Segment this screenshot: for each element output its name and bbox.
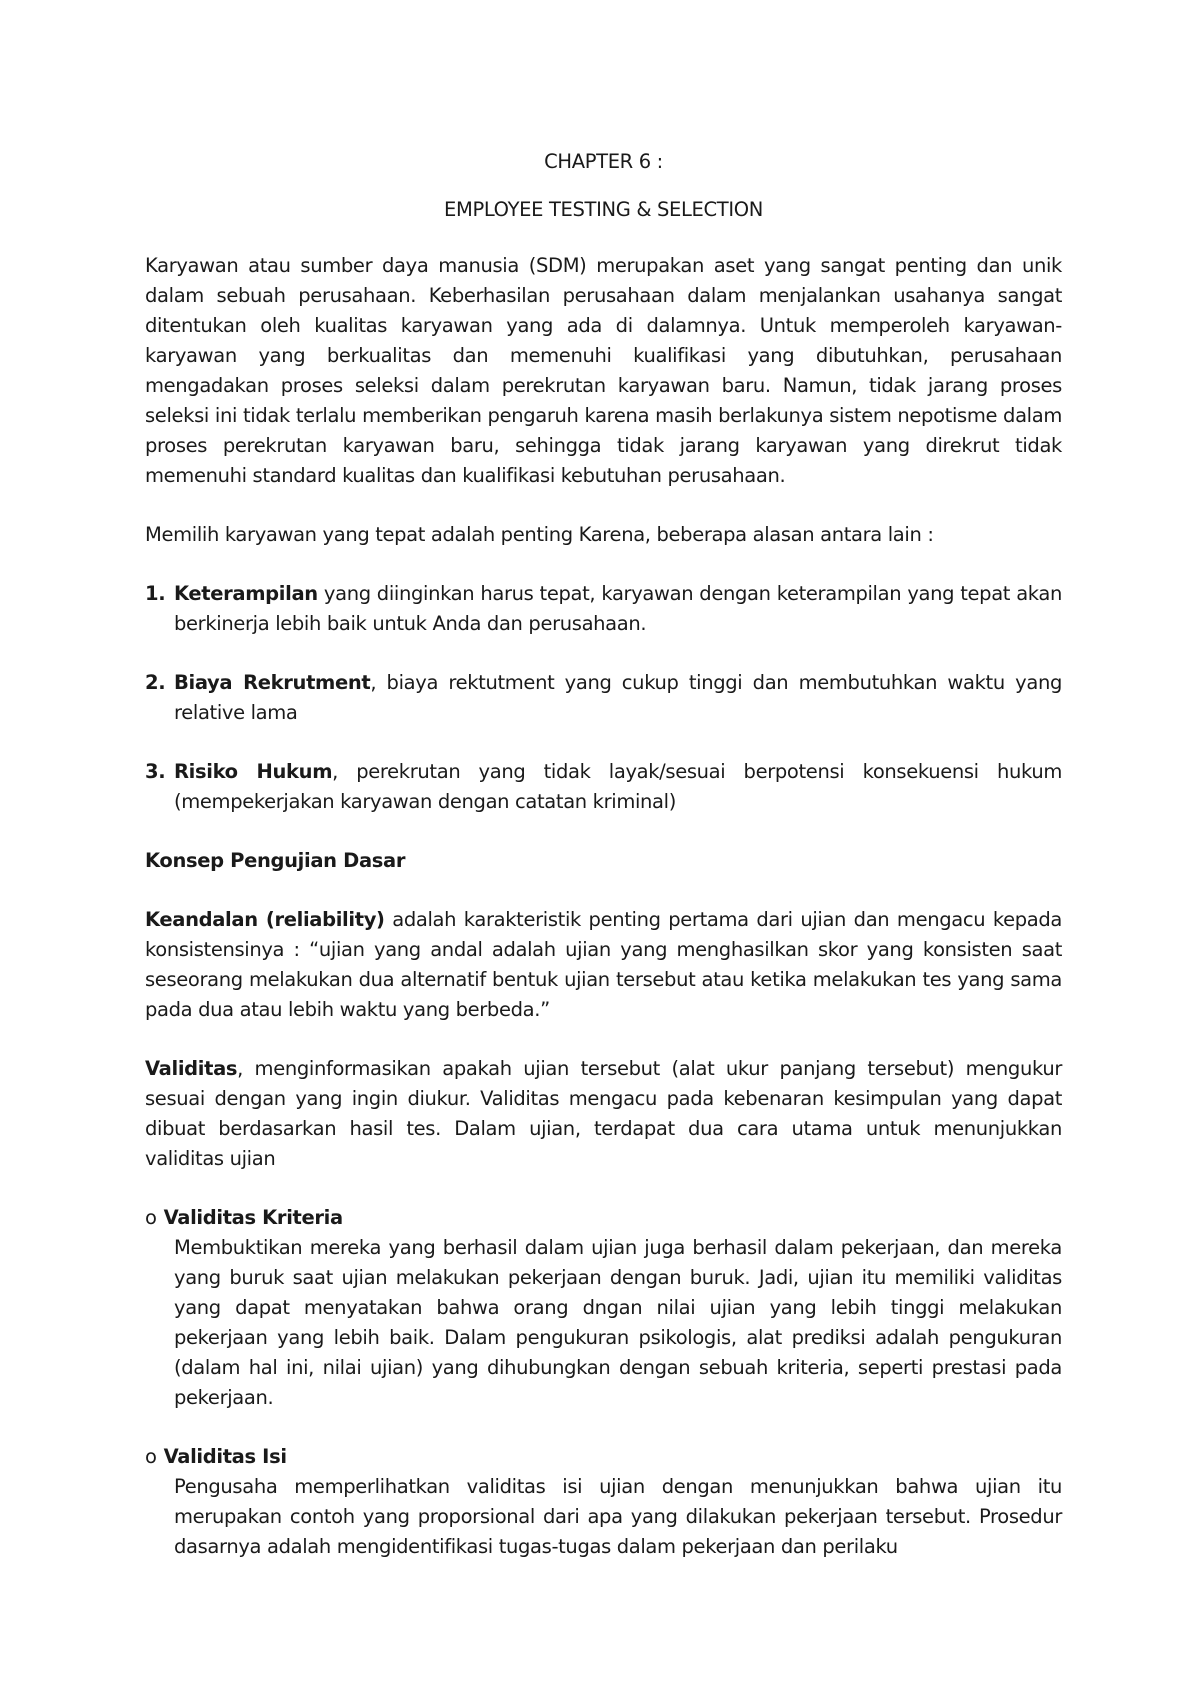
bullet-marker: o <box>145 1206 157 1229</box>
list-item-text: yang diinginkan harus tepat, karyawan dengan keterampilan yang tepat akan berkinerja lebih baik untuk Anda dan perusahaan. <box>174 582 1062 635</box>
reasons-intro: Memilih karyawan yang tepat adalah penting Karena, beberapa alasan antara lain : <box>145 523 934 546</box>
list-item <box>145 757 1062 817</box>
list-item-text: , perekrutan yang tidak layak/sesuai berpotensi konsekuensi hukum (mempekerjakan karyawan dengan catatan kriminal) <box>174 760 1062 813</box>
reasons-list <box>145 579 1062 817</box>
validity-paragraph <box>145 1054 1062 1174</box>
section-heading: Konsep Pengujian Dasar <box>145 849 406 872</box>
list-item-term: Keterampilan <box>174 582 318 605</box>
reliability-paragraph <box>145 905 1062 1025</box>
list-item <box>145 579 1062 639</box>
subsection-heading-criteria <box>145 1203 1062 1233</box>
subsection-body-criteria: Membuktikan mereka yang berhasil dalam ujian juga berhasil dalam pekerjaan, dan mereka yang buruk saat ujian melakukan pekerjaan dengan buruk. Jadi, ujian itu memiliki validitas yang dapat menyatakan bahwa orang dngan nilai ujian yang lebih tinggi melakukan pekerjaan yang lebih baik. Dalam pengukuran psikologis, alat prediksi adalah pengukuran (dalam hal ini, nilai ujian) yang dihubungkan dengan sebuah kriteria, seperti prestasi pada pekerjaan. <box>174 1236 1062 1409</box>
subsection-heading-content <box>145 1442 1062 1472</box>
list-item-number: 2. <box>145 671 166 694</box>
intro-paragraph: Karyawan atau sumber daya manusia (SDM) merupakan aset yang sangat penting dan unik dalam sebuah perusahaan. Keberhasilan perusahaan dalam menjalankan usahanya sangat ditentukan oleh kualitas karyawan yang ada di dalamnya. Untuk memperoleh karyawan-karyawan yang berkualitas dan memenuhi kualifikasi yang dibutuhkan, perusahaan mengadakan proses seleksi dalam perekrutan karyawan baru. Namun, tidak jarang proses seleksi ini tidak terlalu memberikan pengaruh karena masih berlakunya sistem nepotisme dalam proses perekrutan karyawan baru, sehingga tidak jarang karyawan yang direkrut tidak memenuhi standard kualitas dan kualifikasi kebutuhan perusahaan. <box>145 254 1062 487</box>
reliability-text: adalah karakteristik penting pertama dari ujian dan mengacu kepada konsistensinya : “ujian yang andal adalah ujian yang menghasilkan skor yang konsisten saat seseorang melakukan dua alternatif bentuk ujian tersebut atau ketika melakukan tes yang sama pada dua atau lebih waktu yang berbeda.” <box>145 908 1062 1021</box>
subsection-title: Validitas Kriteria <box>163 1206 343 1229</box>
list-item-term: Biaya Rekrutment <box>174 671 371 694</box>
list-item-number: 1. <box>145 582 166 605</box>
validity-term: Validitas <box>145 1057 238 1080</box>
subsection-title: Validitas Isi <box>163 1445 287 1468</box>
chapter-title: CHAPTER 6 : <box>544 150 663 173</box>
document-content <box>145 147 1062 1562</box>
bullet-marker: o <box>145 1445 157 1468</box>
reliability-term: Keandalan (reliability) <box>145 908 385 931</box>
subsection-body-content: Pengusaha memperlihatkan validitas isi ujian dengan menunjukkan bahwa ujian itu merupakan contoh yang proporsional dari apa yang dilakukan pekerjaan tersebut. Prosedur dasarnya adalah mengidentifikasi tugas-tugas dalam pekerjaan dan perilaku <box>174 1475 1062 1558</box>
validity-text: , menginformasikan apakah ujian tersebut (alat ukur panjang tersebut) mengukur sesuai dengan yang ingin diukur. Validitas mengacu pada kebenaran kesimpulan yang dapat dibuat berdasarkan hasil tes. Dalam ujian, terdapat dua cara utama untuk menunjukkan validitas ujian <box>145 1057 1062 1170</box>
list-item-term: Risiko Hukum <box>174 760 333 783</box>
list-item <box>145 668 1062 728</box>
chapter-subtitle: EMPLOYEE TESTING & SELECTION <box>444 198 763 221</box>
list-item-number: 3. <box>145 760 166 783</box>
list-item-text: , biaya rektutment yang cukup tinggi dan membutuhkan waktu yang relative lama <box>174 671 1062 724</box>
